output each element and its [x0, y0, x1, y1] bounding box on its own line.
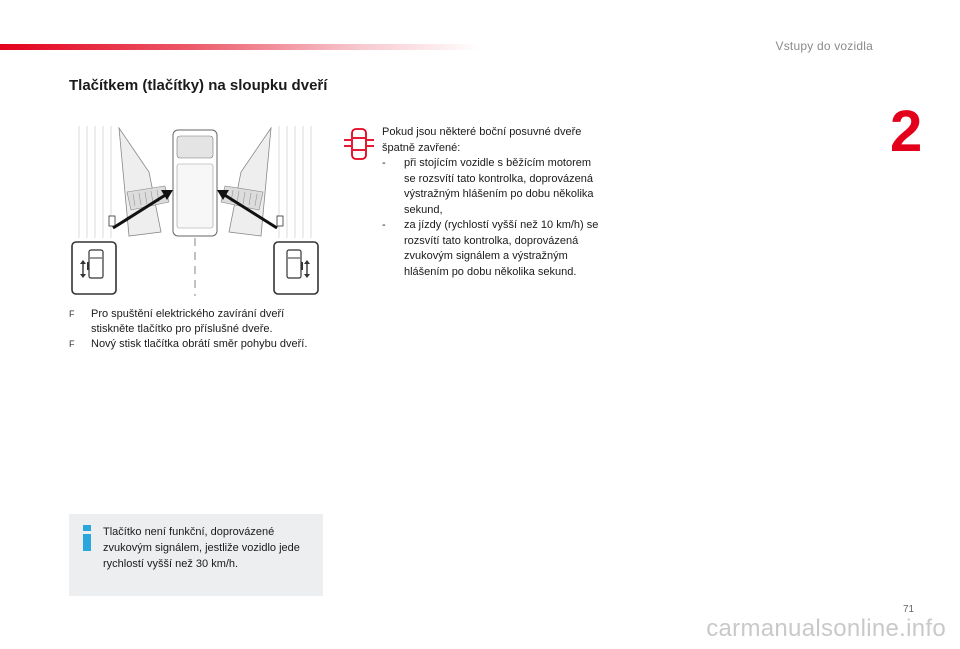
sliding-door-illustration	[69, 122, 321, 296]
info-note	[69, 514, 323, 596]
instruction-text: Nový stisk tlačítka obrátí směr pohybu dveří.	[91, 338, 308, 350]
header-accent-bar	[0, 44, 480, 50]
chapter-number: 2	[890, 99, 923, 164]
warning-item-text: při stojícím vozidle s běžícím motorem se rozsvítí tato kontrolka, doprovázená výstražným hlášením po dobu několika sekund,	[404, 157, 594, 216]
info-note-text: Tlačítko není funkční, doprovázené zvukovým signálem, jestliže vozidlo jede rychlostí vyšší než 30 km/h.	[103, 526, 300, 570]
warning-item	[382, 156, 602, 218]
section-title: Vstupy do vozidla	[775, 39, 873, 53]
instruction-item	[69, 337, 321, 352]
warning-item	[382, 218, 602, 280]
info-icon	[81, 525, 93, 551]
left-sliding-door-button-icon	[72, 242, 116, 294]
instruction-bullet: F	[69, 339, 75, 349]
right-sliding-door-button-icon	[274, 242, 318, 294]
sliding-door-open-warning-icon	[342, 126, 376, 162]
warning-dash: -	[382, 157, 386, 169]
warning-text-block	[382, 125, 602, 280]
watermark: carmanualsonline.info	[706, 615, 946, 642]
instruction-item	[69, 307, 321, 337]
instruction-list	[69, 307, 321, 352]
page-heading: Tlačítkem (tlačítky) na sloupku dveří	[69, 77, 328, 94]
instruction-text: Pro spuštění elektrického zavírání dveří stiskněte tlačítko pro příslušné dveře.	[91, 308, 285, 335]
page-number: 71	[903, 604, 915, 615]
instruction-bullet: F	[69, 309, 75, 319]
warning-dash: -	[382, 219, 386, 231]
warning-item-text: za jízdy (rychlostí vyšší než 10 km/h) se rozsvítí tato kontrolka, doprovázená zvukovým signálem a výstražným hlášením po dobu několika sekund.	[404, 219, 599, 278]
warning-intro: Pokud jsou některé boční posuvné dveře špatně zavřené:	[382, 126, 582, 154]
